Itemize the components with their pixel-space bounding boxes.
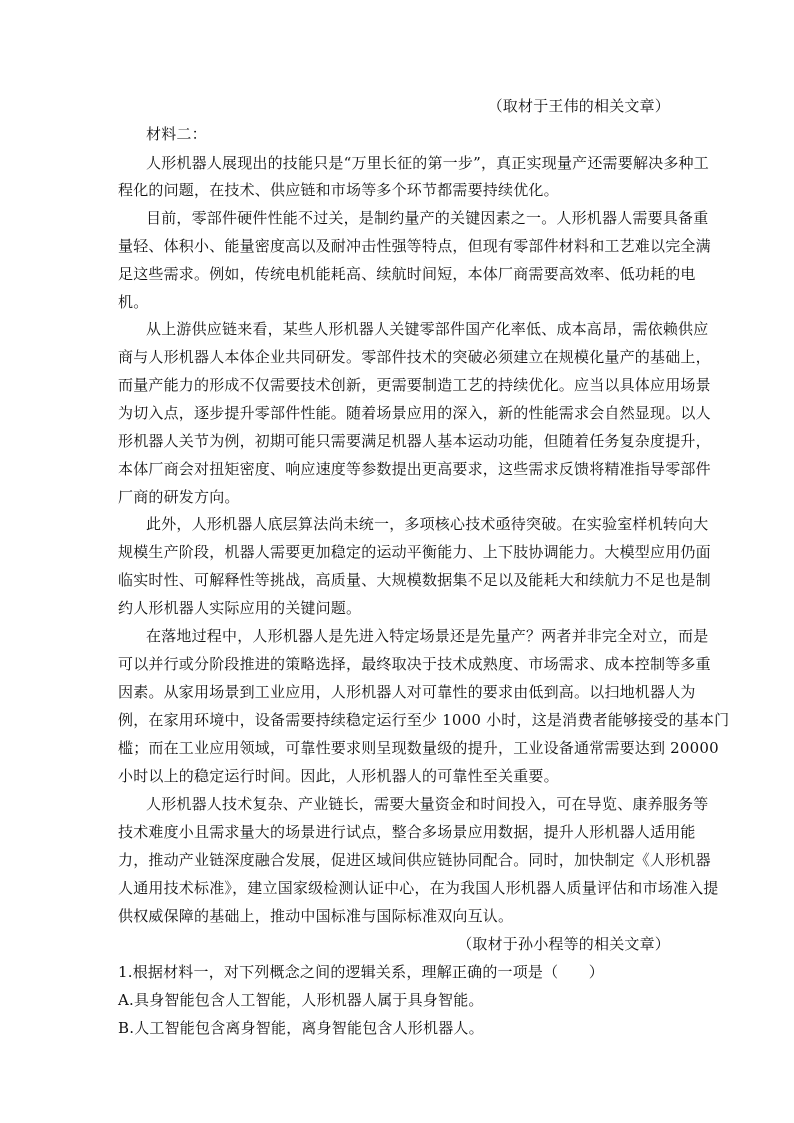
question-option-b: B.人工智能包含离身智能，离身智能包含人形机器人。	[118, 1019, 484, 1037]
paragraph-2-line-4: 机。	[118, 293, 149, 311]
paragraph-5-line-5: 槛；而在工业应用领域，可靠性要求则呈现数量级的提升，工业设备通常需要达到 20000	[118, 739, 719, 757]
paragraph-6-line-1: 人形机器人技术复杂、产业链长，需要大量资金和时间投入，可在导览、康养服务等	[146, 795, 709, 813]
source-note-2: （取材于孙小程等的相关文章）	[457, 935, 670, 953]
question-option-a: A.具身智能包含人工智能，人形机器人属于具身智能。	[118, 991, 484, 1009]
paragraph-3-line-1: 从上游供应链来看，某些人形机器人关键零部件国产化率低、成本高昂，需依赖供应	[146, 320, 709, 338]
paragraph-4-line-4: 约人形机器人实际应用的关键问题。	[118, 599, 362, 617]
paragraph-6-line-4: 人通用技术标准》，建立国家级检测认证中心，在为我国人形机器人质量评估和市场准入提	[118, 879, 719, 897]
paragraph-3-line-2: 商与人形机器人本体企业共同研发。零部件技术的突破必须建立在规模化量产的基础上，	[118, 348, 711, 366]
paragraph-6-line-5: 供权威保障的基础上，推动中国标准与国际标准双向互认。	[118, 907, 514, 925]
paragraph-3-line-4: 为切入点，逐步提升零部件性能。随着场景应用的深入，新的性能需求会自然显现。以人	[118, 404, 711, 422]
paragraph-4-line-2: 规模生产阶段，机器人需要更加稳定的运动平衡能力、上下肢协调能力。大模型应用仍面	[118, 543, 711, 561]
question-stem: 1.根据材料一，对下列概念之间的逻辑关系，理解正确的一项是（ ）	[118, 963, 604, 981]
paragraph-3-line-3: 而量产能力的形成不仅需要技术创新，更需要制造工艺的持续优化。应当以具体应用场景	[118, 376, 711, 394]
paragraph-2-line-1: 目前，零部件硬件性能不过关，是制约量产的关键因素之一。人形机器人需要具备重	[146, 209, 709, 227]
paragraph-5-line-4: 例，在家用环境中，设备需要持续稳定运行至少 1000 小时，这是消费者能够接受的基本门	[118, 711, 730, 729]
paragraph-3-line-7: 厂商的研发方向。	[118, 488, 240, 506]
paragraph-5-line-6: 小时以上的稳定运行时间。因此，人形机器人的可靠性至关重要。	[118, 767, 559, 785]
material-2-heading: 材料二：	[146, 125, 207, 143]
paragraph-4-line-3: 临实时性、可解释性等挑战，高质量、大规模数据集不足以及能耗大和续航力不足也是制	[118, 571, 711, 589]
paragraph-3-line-6: 本体厂商会对扭矩密度、响应速度等参数提出更高要求，这些需求反馈将精准指导零部件	[118, 460, 711, 478]
paragraph-6-line-3: 力，推动产业链深度融合发展，促进区域间供应链协同配合。同时，加快制定《人形机器	[118, 851, 711, 869]
paragraph-2-line-3: 足这些需求。例如，传统电机能耗高、续航时间短，本体厂商需要高效率、低功耗的电	[118, 265, 696, 283]
paragraph-4-line-1: 此外，人形机器人底层算法尚未统一，多项核心技术亟待突破。在实验室样机转向大	[146, 515, 709, 533]
paragraph-5-line-2: 可以并行或分阶段推进的策略选择，最终取决于技术成熟度、市场需求、成本控制等多重	[118, 655, 711, 673]
paragraph-3-line-5: 形机器人关节为例，初期可能只需要满足机器人基本运动功能，但随着任务复杂度提升，	[118, 432, 711, 450]
paragraph-1-line-1: 人形机器人展现出的技能只是“万里长征的第一步”，真正实现量产还需要解决多种工	[146, 154, 709, 172]
paragraph-2-line-2: 量轻、体积小、能量密度高以及耐冲击性强等特点，但现有零部件材料和工艺难以完全满	[118, 237, 711, 255]
paragraph-5-line-3: 因素。从家用场景到工业应用，人形机器人对可靠性的要求由低到高。以扫地机器人为	[118, 683, 696, 701]
source-note-1: （取材于王伟的相关文章）	[487, 97, 670, 115]
paragraph-1-line-2: 程化的问题，在技术、供应链和市场等多个环节都需要持续优化。	[118, 181, 559, 199]
paragraph-6-line-2: 技术难度小且需求量大的场景进行试点，整合多场景应用数据，提升人形机器人适用能	[118, 823, 696, 841]
paragraph-5-line-1: 在落地过程中，人形机器人是先进入特定场景还是先量产？两者并非完全对立，而是	[146, 627, 709, 645]
